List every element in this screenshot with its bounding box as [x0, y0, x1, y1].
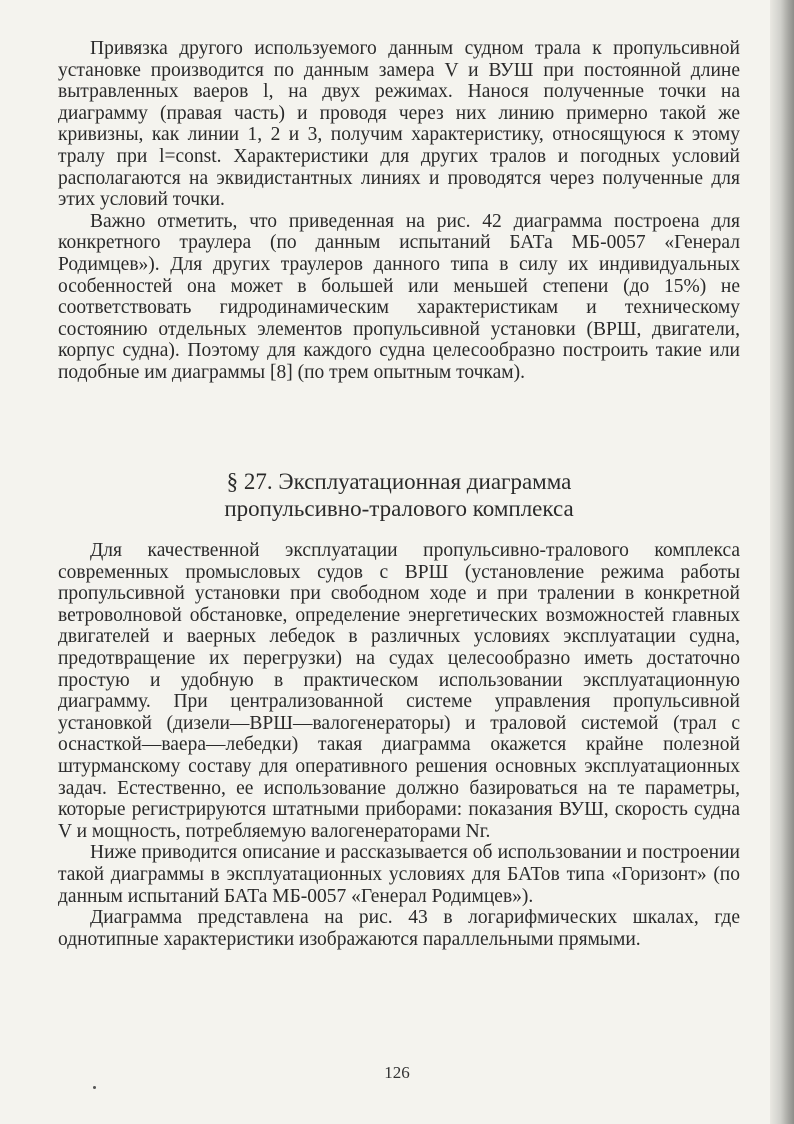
paragraph: Для качественной эксплуатации пропульсивно-тралового комплекса современных промысловых судов с ВРШ (установление режима работы пропульсивной установки при свободном ходе и при тралении в конкретной ветроволновой обстановке, определение энергетических возможностей главных двигателей и ваерных лебедок в различных условиях эксплуатации судна, предотвращение их перегрузки) на судах целесообразно иметь достаточно простую и удобную в практическом использовании эксплуатационную диаграмму. При централизованной системе управления пропульсивной установкой (дизели—ВРШ—валогенераторы) и траловой системой (трал с оснасткой—ваера—лебедки) такая диаграмма окажется крайне полезной штурманскому составу для оперативного решения основных эксплуатационных задач. Естественно, ее использование должно базироваться на те параметры, которые регистрируются штатными приборами: показания ВУШ, скорость судна V и мощность, потребляемую валогенераторами Nг. [58, 540, 740, 842]
section-heading [58, 468, 740, 522]
paragraph: Ниже приводится описание и рассказывается об использовании и построении такой диаграммы в эксплуатационных условиях для БАТов типа «Горизонт» (по данным испытаний БАТа МБ-0057 «Генерал Родимцев»). [58, 842, 740, 907]
binding-edge [770, 0, 794, 1124]
text-block-bottom [58, 540, 740, 950]
text-block-top [58, 38, 740, 384]
paragraph: Диаграмма представлена на рис. 43 в логарифмических шкалах, где однотипные характеристики изображаются параллельными прямыми. [58, 907, 740, 950]
print-speck [93, 1086, 96, 1089]
section-heading-line-1: § 27. Эксплуатационная диаграмма [226, 469, 572, 494]
paragraph: Важно отметить, что приведенная на рис. 42 диаграмма построена для конкретного траулера (по данным испытаний БАТа МБ-0057 «Генерал Родимцев»). Для других траулеров данного типа в силу их индивидуальных особенностей она может в большей или меньшей степени (до 15%) не соответствовать гидродинамическим характеристикам и техническому состоянию отдельных элементов пропульсивной установки (ВРШ, двигатели, корпус судна). Поэтому для каждого судна целесообразно построить такие или подобные им диаграммы [8] (по трем опытным точкам). [58, 210, 740, 383]
page-number: 126 [384, 1063, 410, 1082]
paragraph: Привязка другого используемого данным судном трала к пропульсивной установке производится по данным замера V и ВУШ при постоянной длине вытравленных ваеров l, на двух режимах. Нанося полученные точки на диаграмму (правая часть) и проводя через них линию примерно такой же кривизны, как линии 1, 2 и 3, получим характеристику, относящуюся к этому тралу при l=const. Характеристики для других тралов и погодных условий располагаются на эквидистантных линиях и проводятся через полученные для этих условий точки. [58, 38, 740, 211]
section-heading-line-2: пропульсивно-тралового комплекса [224, 496, 574, 521]
